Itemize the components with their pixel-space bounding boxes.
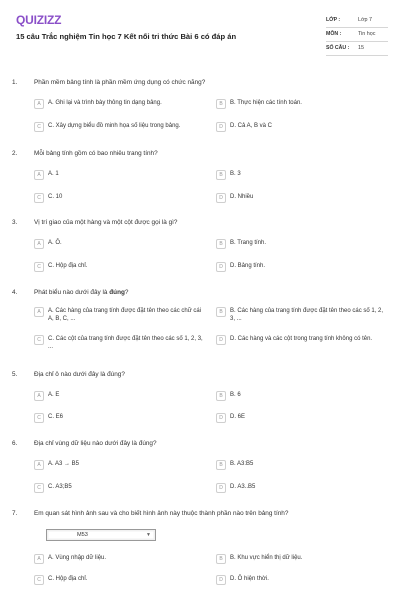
option-text: C. 10: [48, 194, 63, 200]
quizizz-logo: QUIZIZZ: [16, 13, 62, 27]
meta-row-count: [326, 42, 388, 56]
question-number: 2.: [12, 150, 18, 157]
question-number: 1.: [12, 79, 18, 86]
question-text-prefix: Phát biểu nào dưới đây là: [34, 289, 110, 296]
option-a[interactable]: [34, 392, 194, 401]
meta-info: [326, 14, 388, 56]
name-box-image: [46, 529, 156, 541]
option-text: D. 6E: [230, 414, 246, 420]
option-text: B. 3: [230, 171, 241, 177]
option-text: C. Hộp địa chỉ.: [48, 576, 88, 582]
option-letter-badge: A: [34, 170, 44, 180]
option-letter-badge: A: [34, 460, 44, 470]
option-letter-badge: B: [216, 554, 226, 564]
option-text: C. E6: [48, 414, 64, 420]
option-letter-badge: A: [34, 99, 44, 109]
option-a[interactable]: [34, 308, 204, 323]
question-text: [34, 289, 384, 297]
option-c[interactable]: [34, 576, 194, 585]
option-letter-badge: C: [34, 193, 44, 203]
meta-value: Tin học: [358, 31, 376, 38]
option-b[interactable]: [216, 555, 376, 564]
question-number: 7.: [12, 510, 18, 517]
option-letter-badge: A: [34, 239, 44, 249]
option-text: A. E: [48, 392, 60, 398]
option-text: D. Các hàng và các cột trong trang tính không có tên.: [230, 336, 373, 342]
meta-key: SỐ CÂU :: [326, 45, 350, 52]
option-d[interactable]: [216, 576, 376, 585]
meta-key: LỚP :: [326, 17, 341, 24]
option-a[interactable]: [34, 555, 194, 564]
option-text: D. Bảng tính.: [230, 263, 266, 269]
option-letter-badge: B: [216, 307, 226, 317]
option-c[interactable]: [34, 414, 194, 423]
option-b[interactable]: [216, 171, 376, 180]
question-text: Địa chỉ ô nào dưới đây là đúng?: [34, 371, 125, 378]
option-text: B. Các hàng của trang tính được đặt tên theo các số 1, 2, 3, ...: [230, 308, 384, 322]
option-letter-badge: D: [216, 262, 226, 272]
option-text: C. Các cột của trang tính được đặt tên theo các số 1, 2, 3, ...: [48, 336, 203, 350]
option-text: C. Xây dựng biểu đồ minh họa số liệu trong bảng.: [48, 123, 181, 129]
option-letter-badge: D: [216, 335, 226, 345]
question-text-emphasis: đúng: [109, 289, 125, 296]
option-d[interactable]: [216, 484, 376, 493]
option-letter-badge: D: [216, 483, 226, 493]
option-b[interactable]: [216, 308, 388, 323]
option-a[interactable]: [34, 171, 194, 180]
question-text: Vị trí giao của một hàng và một cột được gọi là gì?: [34, 219, 178, 226]
option-d[interactable]: [216, 263, 376, 272]
question-text: Mỗi bảng tính gồm có bao nhiêu trang tính?: [34, 150, 158, 157]
question-number: 5.: [12, 371, 18, 378]
meta-key: MÔN :: [326, 31, 342, 38]
option-b[interactable]: [216, 392, 376, 401]
name-box-cell: M53: [77, 531, 88, 538]
option-text: D. A3..B5: [230, 484, 256, 490]
option-text: B. A3:B5: [230, 461, 254, 467]
option-text: D. Nhiều: [230, 194, 254, 200]
option-c[interactable]: [34, 263, 194, 272]
document-header: [0, 0, 400, 62]
option-d[interactable]: [216, 123, 376, 132]
option-letter-badge: B: [216, 99, 226, 109]
option-d[interactable]: [216, 414, 376, 423]
option-text: C. Hộp địa chỉ.: [48, 263, 88, 269]
option-letter-badge: A: [34, 391, 44, 401]
option-letter-badge: C: [34, 483, 44, 493]
dropdown-arrow-icon: ▼: [146, 531, 151, 538]
option-a[interactable]: [34, 100, 194, 109]
option-letter-badge: C: [34, 335, 44, 345]
option-letter-badge: B: [216, 460, 226, 470]
option-text: A. Ô.: [48, 240, 62, 246]
option-b[interactable]: [216, 100, 376, 109]
question-text: Phần mềm bảng tính là phần mềm ứng dụng có chức năng?: [34, 79, 206, 86]
document-title: 15 câu Trắc nghiệm Tin học 7 Kết nối tri thức Bài 6 có đáp án: [16, 32, 237, 41]
question-text: Em quan sát hình ảnh sau và cho biết hình ảnh này thuộc thành phần nào trên bảng tính?: [34, 510, 289, 517]
option-c[interactable]: [34, 336, 204, 351]
option-letter-badge: D: [216, 413, 226, 423]
option-letter-badge: B: [216, 239, 226, 249]
meta-value: Lớp 7: [358, 17, 373, 24]
option-text: A. Ghi lại và trình bày thông tin dạng bảng.: [48, 100, 162, 106]
option-text: A. Vùng nhập dữ liệu.: [48, 555, 107, 561]
option-text: C. A3;B5: [48, 484, 72, 490]
option-text: D. Cả A, B và C: [230, 123, 273, 129]
option-letter-badge: C: [34, 575, 44, 585]
option-letter-badge: D: [216, 193, 226, 203]
question-text-suffix: ?: [124, 289, 129, 296]
option-letter-badge: B: [216, 391, 226, 401]
option-d[interactable]: [216, 336, 388, 345]
option-text: B. Thực hiện các tính toán.: [230, 100, 302, 106]
option-text: A. Các hàng của trang tính được đặt tên theo các chữ cái A, B, C, ...: [48, 308, 202, 322]
option-letter-badge: D: [216, 122, 226, 132]
option-c[interactable]: [34, 123, 212, 132]
option-text: B. Trang tính.: [230, 240, 267, 246]
question-number: 3.: [12, 219, 18, 226]
question-number: 4.: [12, 289, 18, 296]
question-text: Địa chỉ vùng dữ liệu nào dưới đây là đúng?: [34, 440, 157, 447]
option-d[interactable]: [216, 194, 376, 203]
question-number: 6.: [12, 440, 18, 447]
option-letter-badge: A: [34, 554, 44, 564]
option-text: D. Ô hiện thời.: [230, 576, 269, 582]
option-letter-badge: C: [34, 122, 44, 132]
option-letter-badge: B: [216, 170, 226, 180]
meta-value: 15: [358, 45, 364, 52]
option-a[interactable]: [34, 240, 194, 249]
option-letter-badge: C: [34, 413, 44, 423]
option-b[interactable]: [216, 240, 376, 249]
option-text: A. 1: [48, 171, 59, 177]
option-text: A. A3 → B5: [48, 461, 80, 467]
option-text: B. Khu vực hiển thị dữ liệu.: [230, 555, 303, 561]
option-c[interactable]: [34, 484, 194, 493]
option-letter-badge: A: [34, 307, 44, 317]
option-letter-badge: C: [34, 262, 44, 272]
option-text: B. 6: [230, 392, 241, 398]
option-a[interactable]: [34, 461, 194, 470]
option-b[interactable]: [216, 461, 376, 470]
meta-row-subject: [326, 28, 388, 42]
meta-row-class: [326, 14, 388, 28]
option-letter-badge: D: [216, 575, 226, 585]
option-c[interactable]: [34, 194, 194, 203]
